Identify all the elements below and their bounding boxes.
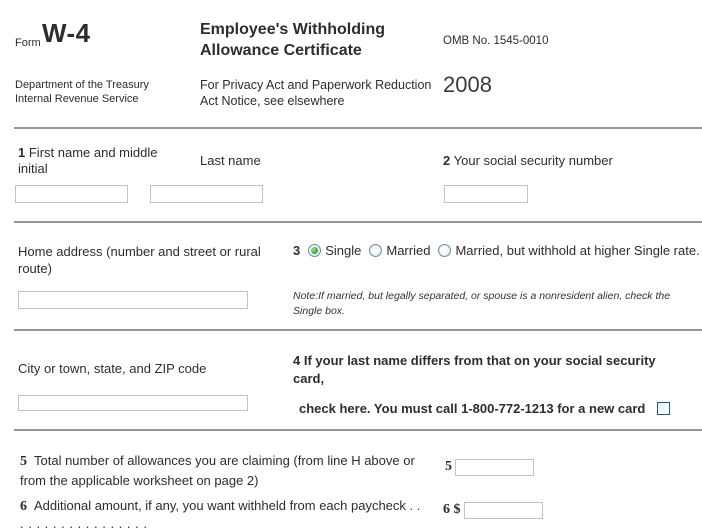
radio-married-higher-single-label: Married, but withhold at higher Single rate. <box>455 243 700 258</box>
first-name-input[interactable] <box>15 185 128 203</box>
agency-line-1: Department of the Treasury <box>15 79 149 91</box>
city-input[interactable] <box>18 395 248 411</box>
privacy-notice-line-2: Act Notice, see elsewhere <box>200 94 345 108</box>
divider-row1 <box>14 221 702 223</box>
privacy-notice-line-1: For Privacy Act and Paperwork Reduction <box>200 78 432 92</box>
radio-married-label: Married <box>386 243 431 258</box>
radio-single[interactable] <box>308 244 321 257</box>
filing-status-row <box>293 241 701 261</box>
radio-married-higher-single[interactable] <box>438 244 451 257</box>
last-name-label: Last name <box>200 153 261 168</box>
last-name-differs-checkbox[interactable] <box>657 402 670 415</box>
line5-answer-number: 5 <box>445 459 452 474</box>
note-line-2: Single box. <box>293 305 345 317</box>
note-prefix: Note: <box>293 290 319 302</box>
last-name-input[interactable] <box>150 185 263 203</box>
line6-answer-number: 6 $ <box>443 502 461 517</box>
form-title-line-2: Allowance Certificate <box>200 42 362 59</box>
form-word: Form <box>15 37 41 49</box>
tax-year: 2008 <box>443 72 492 97</box>
form-number: W-4 <box>42 18 91 48</box>
dollar-sign: $ <box>453 502 461 517</box>
line4-text-line-2: card, <box>293 371 325 386</box>
line6-amount-input[interactable] <box>464 502 543 519</box>
line3-number: 3 <box>293 243 301 258</box>
agency-line-2: Internal Revenue Service <box>15 93 139 105</box>
line1-number: 1 <box>18 145 26 160</box>
line2-number: 2 <box>443 153 451 168</box>
home-address-label-line-2: route) <box>18 261 52 276</box>
line5-allowances-input[interactable] <box>455 459 534 476</box>
line6-leader-dots: . . . . . . . . . . . . . . . . <box>20 516 148 530</box>
omb-number: OMB No. 1545-0010 <box>443 35 549 47</box>
first-name-label-line-1: 1 First name and middle <box>18 145 158 160</box>
home-address-label-line-1: Home address (number and street or rural <box>18 244 261 259</box>
first-name-label-line-2: initial <box>18 161 48 176</box>
line6-text: 6 Additional amount, if any, you want withheld from each paycheck . . <box>20 498 421 514</box>
form-title-line-1: Employee's Withholding <box>200 21 385 38</box>
check-here-row: check here. You must call 1-800-772-1213 for a new card <box>299 400 670 418</box>
radio-single-label: Single <box>325 243 362 258</box>
ssn-label: 2 Your social security number <box>443 153 613 168</box>
city-label: City or town, state, and ZIP code <box>18 361 207 376</box>
radio-married[interactable] <box>369 244 382 257</box>
line4-number: 4 <box>293 353 301 368</box>
home-address-input[interactable] <box>18 291 248 309</box>
divider-row3 <box>14 429 702 431</box>
line5-number: 5 <box>20 454 27 469</box>
line4-text-line-1: 4 If your last name differs from that on your social security <box>293 353 656 368</box>
line5-text-line-2: from the applicable worksheet on page 2) <box>20 473 259 488</box>
divider-header <box>14 127 702 129</box>
divider-row2 <box>14 329 702 331</box>
note-line-1: Note:If married, but legally separated, or spouse is a nonresident alien, check the <box>293 290 671 302</box>
line5-text-line-1: 5 Total number of allowances you are claiming (from line H above or <box>20 453 415 469</box>
ssn-input[interactable] <box>444 185 528 203</box>
line6-number: 6 <box>20 499 27 514</box>
